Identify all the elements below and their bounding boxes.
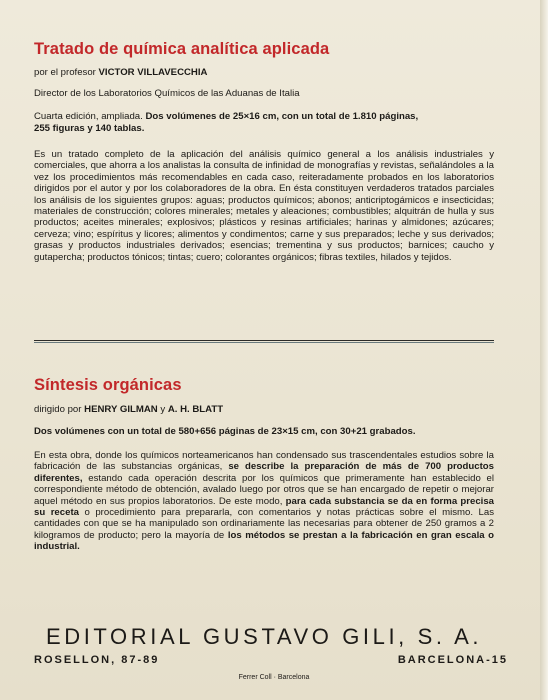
book1-section <box>34 40 494 263</box>
book2-author-line <box>34 404 494 415</box>
book1-edition-bold-1: Dos volúmenes de 25×16 cm, con un total de 1.810 páginas, <box>145 111 419 122</box>
section-divider <box>34 340 494 341</box>
book1-title: Tratado de química analítica aplicada <box>34 40 330 58</box>
book2-author-1: HENRY GILMAN <box>84 404 158 415</box>
publisher-name: EDITORIAL GUSTAVO GILI, S. A. <box>45 624 483 649</box>
book2-edition <box>34 426 494 437</box>
book2-title: Síntesis orgánicas <box>34 376 182 394</box>
book1-author: VICTOR VILLAVECCHIA <box>98 67 208 78</box>
book1-edition <box>34 111 494 135</box>
book1-position: Director de los Laboratorios Químicos de las Aduanas de Italia <box>34 88 300 99</box>
book2-desc-3: estando cada operación descrita por los químicos que primeramente han establecido el correspondiente método de obtención, avalado luego por otros que se han encargado de repetir o mejorar aquel método en sus propios laboratorios. De este modo, <box>34 472 494 507</box>
book2-desc-5: o procedimiento para prepararla, con comentarios y notas prácticas sobre el mismo. Las cantidades con que se ha manipulado son ordinariamente las necesarias para obtener de 250 gramos a 2 kilogramos de producto; pero la mayoría de <box>34 507 495 541</box>
book2-author-prefix: dirigido por <box>34 404 82 415</box>
book2-desc-4: para cada substancia se da en forma precisa su receta <box>34 495 495 519</box>
book1-description: Es un tratado completo de la aplicación del análisis químico general a los análisis industriales y comerciales, que ahorra a los analistas la consulta de infinidad de monografías y revistas, señalándoles a la vez los procedimientos más recomendables en cada caso, reiteradamente probados en los laboratorios dirigidos por el autor y por los colaboradores de la obra. En ésta constituyen verdaderos tratados parciales los análisis de los siguientes grupos: aguas; productos químicos; abonos; anticriptogámicos e insecticidas; materiales de construcción; colores minerales; metales y aleaciones; combustibles; alquitrán de hulla y sus productos; aceites minerales; explosivos; plásticos y resinas artificiales; harinas y almidones; azúcares; cerveza; vino; espíritus y licores; alimentos y condimentos; carne y sus preparados; leche y sus derivados; grasas y productos industriales derivados; esencias; trementina y sus productos; barnices; caucho y gutapercha; productos tónicos; tintas; cuero; colorantes orgánicos; fibras textiles, hilados y tejidos. <box>34 149 494 263</box>
book1-edition-plain: Cuarta edición, ampliada. <box>34 111 143 122</box>
book1-author-prefix: por el profesor <box>34 67 96 78</box>
book2-author-2: A. H. BLATT <box>167 404 224 415</box>
book2-edition-bold: Dos volúmenes con un total de 580+656 páginas de 23×15 cm, con 30+21 grabados. <box>34 426 416 437</box>
book2-section <box>34 376 494 553</box>
book2-desc-2: se describe la preparación de más de 700 productos diferentes, <box>34 461 494 484</box>
publisher-address: ROSELLON, 87-89 <box>34 654 160 666</box>
publisher-city: BARCELONA-15 <box>397 654 508 666</box>
book1-edition-bold-2: 255 figuras y 140 tablas. <box>34 123 145 134</box>
book2-desc-1: En esta obra, donde los químicos norteamericanos han condensado sus trascendentales estudios sobre la fabricación de las substancias orgánicas, <box>34 450 494 473</box>
book2-desc-6: los métodos se prestan a la fabricación en gran escala o industrial. <box>34 529 495 553</box>
page-edge <box>540 0 548 700</box>
printer-credit: Ferrer Coll · Barcelona <box>238 674 310 681</box>
book2-author-join: y <box>160 404 166 415</box>
section-divider-secondary <box>34 342 494 343</box>
book2-description <box>34 450 494 553</box>
book1-author-line <box>34 67 494 78</box>
